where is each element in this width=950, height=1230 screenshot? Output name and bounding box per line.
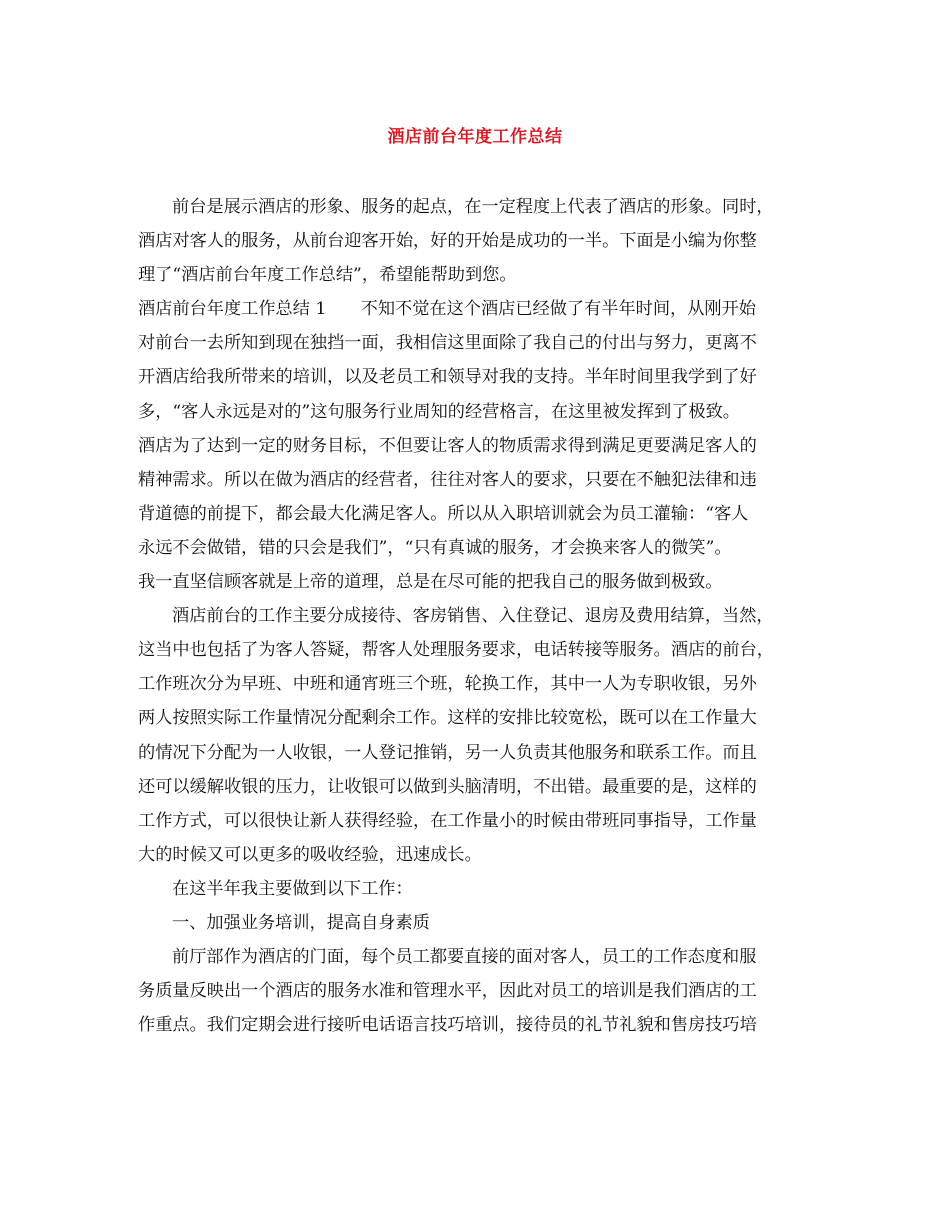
- text-line: 酒店对客人的服务，从前台迎客开始，好的开始是成功的一半。下面是小编为你整: [138, 231, 757, 252]
- document-title: 酒店前台年度工作总结: [387, 127, 563, 147]
- text-line: 前台是展示酒店的形象、服务的起点，在一定程度上代表了酒店的形象。同时，: [172, 197, 774, 217]
- text-line: 对前台一去所知到现在独挡一面，我相信这里面除了我自己的付出与努力，更离不: [138, 333, 757, 354]
- text-line: 工作班次分为早班、中班和通宵班三个班，轮换工作，其中一人为专职收银，另外: [138, 674, 757, 695]
- text-line: 作重点。我们定期会进行接听电话语言技巧培训，接待员的礼节礼貌和售房技巧培: [138, 1015, 757, 1036]
- text-line: 两人按照实际工作量情况分配剩余工作。这样的安排比较宽松，既可以在工作量大: [138, 708, 757, 729]
- text-line: 永远不会做错，错的只会是我们”，“只有真诚的服务，才会换来客人的微笑”。: [138, 537, 732, 558]
- text-line: 在这半年我主要做到以下工作：: [172, 878, 413, 899]
- text-line: 精神需求。所以在做为酒店的经营者，往往对客人的要求，只要在不触犯法律和违: [138, 469, 757, 490]
- text-line: 工作方式，可以很快让新人获得经验，在工作量小的时候由带班同事指导，工作量: [138, 810, 757, 831]
- text-line: 多，“客人永远是对的”这句服务行业周知的经营格言，在这里被发挥到了极致。: [138, 401, 740, 422]
- text-line: 务质量反映出一个酒店的服务水准和管理水平，因此对员工的培训是我们酒店的工: [138, 981, 757, 1002]
- text-line: 一、加强业务培训，提高自身素质: [172, 912, 430, 933]
- text-line: 酒店前台年度工作总结 1 不知不觉在这个酒店已经做了有半年时间，从刚开始: [138, 299, 756, 320]
- text-line: 前厅部作为酒店的门面，每个员工都要直接的面对客人，员工的工作态度和服: [172, 947, 757, 968]
- text-line: 这当中也包括了为客人答疑，帮客人处理服务要求，电话转接等服务。酒店的前台，: [138, 640, 774, 661]
- document-body: [138, 190, 828, 1042]
- text-line: 还可以缓解收银的压力，让收银可以做到头脑清明，不出错。最重要的是，这样的: [138, 776, 757, 797]
- text-line: 的情况下分配为一人收银，一人登记推销，另一人负责其他服务和联系工作。而且: [138, 742, 757, 763]
- text-line: 我一直坚信顾客就是上帝的道理，总是在尽可能的把我自己的服务做到极致。: [138, 572, 723, 593]
- text-line: 酒店为了达到一定的财务目标，不但要让客人的物质需求得到满足更要满足客人的: [138, 435, 757, 456]
- text-line: 酒店前台的工作主要分成接待、客房销售、入住登记、退房及费用结算，当然，: [172, 606, 774, 627]
- text-line: 开酒店给我所带来的培训，以及老员工和领导对我的支持。半年时间里我学到了好: [138, 367, 757, 388]
- text-line: 大的时候又可以更多的吸收经验，迅速成长。: [138, 844, 482, 865]
- text-line: 背道德的前提下，都会最大化满足客人。所以从入职培训就会为员工灌输：“客人: [138, 503, 749, 524]
- text-line: 理了“酒店前台年度工作总结”，希望能帮助到您。: [138, 265, 517, 286]
